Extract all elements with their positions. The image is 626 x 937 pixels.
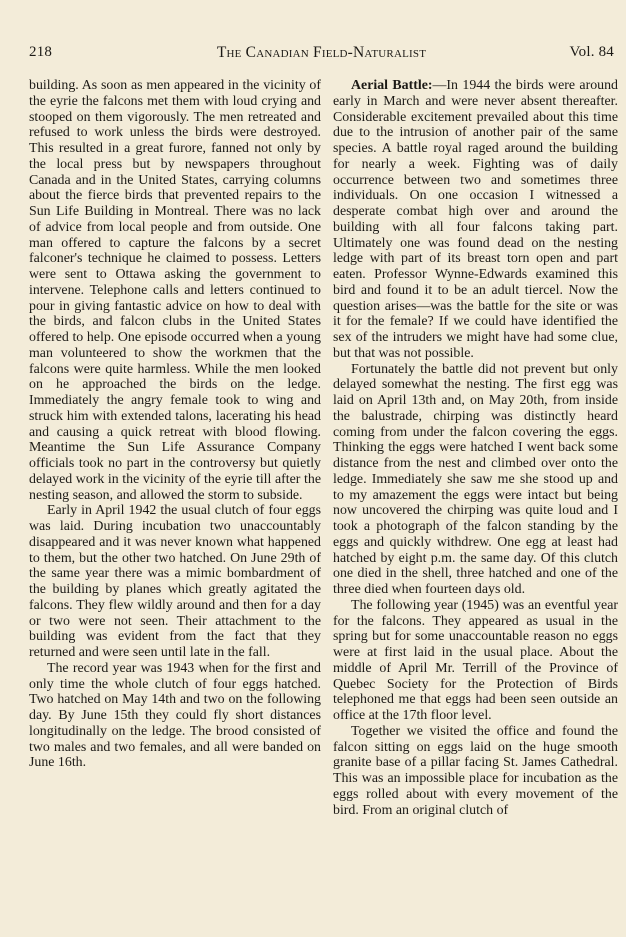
right-column <box>333 78 618 818</box>
journal-title: The Canadian Field-Naturalist <box>216 44 427 61</box>
paragraph: The following year (1945) was an eventful year for the falcons. They appeared as usual in the spring but for some unaccountable reason no eggs were at first laid in the usual place. About the middle of April Mr. Terrill of the Province of Quebec Society for the Protection of Birds telephoned me that eggs had been seen outside an office at the 17th floor level. <box>333 597 618 723</box>
page-header <box>29 44 614 66</box>
volume-label: Vol. 84 <box>569 44 614 60</box>
section-heading: Aerial Battle: <box>351 78 433 93</box>
paragraph: Early in April 1942 the usual clutch of four eggs was laid. During incubation two unaccountably disappeared and it was never known what happened to them, but the other two hatched. On June 29th of the same year there was a mimic bombardment of the building by planes which greatly agitated the falcons. They flew wildly around and then for a day or two were not seen. Their attachment to the building was evident from the fact that they returned and were seen until late in the fall. <box>29 503 321 660</box>
paragraph: Together we visited the office and found the falcon sitting on eggs laid on the huge smooth granite base of a pillar facing St. James Cathedral. This was an impossible place for incubation as the eggs rolled about with every movement of the bird. From an original clutch of <box>333 723 618 818</box>
page-number: 218 <box>29 44 53 60</box>
paragraph: The record year was 1943 when for the first and only time the whole clutch of four eggs hatched. Two hatched on May 14th and two on the following day. By June 15th they could fly short distances longitudinally on the ledge. The brood consisted of two males and two females, and all were banded on June 16th. <box>29 660 321 771</box>
paragraph-text: —In 1944 the birds were around early in March and were never absent thereafter. Considerable excitement prevailed about this time due to the intrusion of another pair of the same species. A battle royal raged around the building for nearly a week. Fighting was of daily occurrence between two and sometimes three individuals. On one occasion I witnessed a desperate combat high over and around the building with all four falcons taking part. Ultimately one was found dead on the nesting ledge with part of its breast torn open and part eaten. Professor Wynne-Edwards examined this bird and found it to be an adult tiercel. Now the question arises—was the battle for the site or was it for the female? If we could have identified the sex of the intruders we might have had some clue, but that was not possible. <box>333 78 618 361</box>
paragraph: Fortunately the battle did not prevent but only delayed somewhat the nesting. The first egg was laid on April 13th and, on May 20th, from inside the balustrade, chirping was distinctly heard coming from under the falcon covering the eggs. Thinking the eggs were hatched I went back some distance from the nest and climbed over onto the ledge. Immediately she saw me she stood up and to my amazement the eggs were intact but being now uncovered the chirping was quite loud and I took a photograph of the falcon standing by the eggs and quickly withdrew. One egg at least had hatched by eight p.m. the same day. Of this clutch one died in the shell, three hatched and one of the three died when fourteen days old. <box>333 361 618 597</box>
paragraph <box>333 78 618 362</box>
left-column <box>29 78 321 771</box>
paragraph: building. As soon as men appeared in the vicinity of the eyrie the falcons met them with loud crying and stooped on them vigorously. The men retreated and refused to work unless the birds were destroyed. This resulted in a great furore, fanned not only by the local press but by newspapers throughout Canada and in the United States, carrying columns about the fierce birds that prevented repairs to the Sun Life Building in Montreal. There was no lack of advice from local people and from outside. One man offered to capture the falcons by a secret falconer's technique he claimed to possess. Letters were sent to Ottawa asking the government to intervene. Telephone calls and letters continued to pour in giving fantastic advice on how to deal with the birds, and falcon clubs in the United States offered to help. One episode occurred when a young man volunteered to show the workmen that the falcons were quite harmless. While the men looked on he approached the birds on the ledge. Immediately the angry female took to wing and struck him with extended talons, lacerating his head and causing a quick retreat with blood flowing. Meantime the Sun Life Assurance Company officials took no part in the controversy but quietly delayed work in the vicinity of the eyrie till after the nesting season, and allowed the storm to subside. <box>29 78 321 503</box>
